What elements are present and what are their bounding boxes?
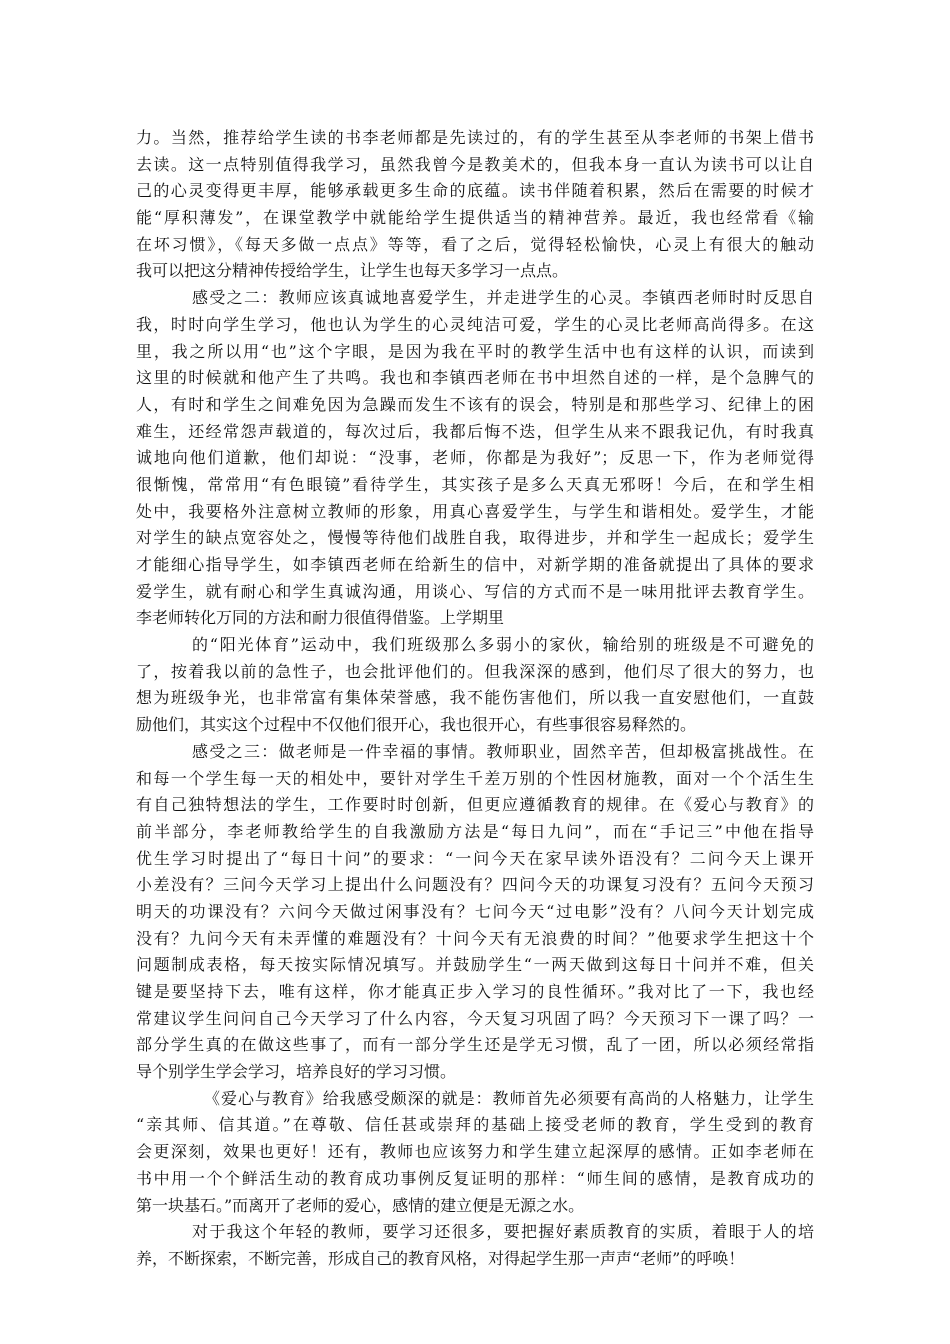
text-line: 想为班级争光，也非常富有集体荣誉感，我不能伤害他们，所以我一直安慰他们，一直鼓	[136, 688, 814, 708]
text-line: 励他们，其实这个过程中不仅他们很开心，我也很开心，有些事很容易释然的。	[136, 715, 697, 735]
text-line: 常建议学生问问自己今天学习了什么内容，今天复习巩固了吗？今天预习下一课了吗？一	[136, 1008, 814, 1028]
text-line: 去读。这一点特别值得我学习，虽然我曾今是教美术的，但我本身一直认为读书可以让自	[136, 154, 814, 174]
text-line: 对学生的缺点宽容处之，慢慢等待他们战胜自我，取得进步，并和学生一起成长；爱学生	[136, 528, 814, 548]
text-line: 键是要坚持下去，唯有这样，你才能真正步入学习的良性循环。”我对比了一下，我也经	[136, 982, 814, 1001]
text-line: 了，按着我以前的急性子，也会批评他们的。但我深深的感到，他们尽了很大的努力，也	[136, 661, 814, 681]
text-line: 优生学习时提出了“每日十问”的要求：“一问今天在家早读外语没有？二问今天上课开	[136, 848, 814, 868]
text-line: 爱学生，就有耐心和学生真诚沟通，用谈心、写信的方式而不是一味用批评去教育学生。	[136, 581, 814, 601]
text-line: “亲其师、信其道。”在尊敬、信任甚或崇拜的基础上接受老师的教育，学生受到的教育	[136, 1115, 814, 1135]
text-line: 这里的时候就和他产生了共鸣。我也和李镇西老师在书中坦然自述的一样，是个急脾气的	[136, 368, 814, 388]
text-line: 感受之三：做老师是一件幸福的事情。教师职业，固然辛苦，但却极富挑战性。在	[192, 741, 814, 761]
text-line: 养，不断探索，不断完善，形成自己的教育风格，对得起学生那一声声“老师”的呼唤！	[136, 1248, 745, 1268]
text-line: 会更深刻，效果也更好！还有，教师也应该努力和学生建立起深厚的感情。正如李老师在	[136, 1142, 814, 1162]
text-line: 我，时时向学生学习，他也认为学生的心灵纯洁可爱，学生的心灵比老师高尚得多。在这	[136, 314, 814, 334]
text-line: 李老师转化万同的方法和耐力很值得借鉴。上学期里	[136, 608, 505, 628]
text-line: 很惭愧，常常用“有色眼镜”看待学生，其实孩子是多么天真无邪呀！今后，在和学生相	[136, 474, 814, 494]
text-line: 能“厚积薄发”，在课堂教学中就能给学生提供适当的精神营养。最近，我也经常看《输	[136, 208, 814, 228]
text-line: 里，我之所以用“也”这个字眼，是因为我在平时的教学生活中也有这样的认识，而读到	[136, 341, 814, 361]
text-line: 导个别学生学会学习，培养良好的学习习惯。	[136, 1062, 457, 1082]
text-line: 对于我这个年轻的教师，要学习还很多，要把握好素质教育的实质，着眼于人的培	[192, 1222, 814, 1242]
text-line: 《爱心与教育》给我感受颇深的就是：教师首先必须要有高尚的人格魅力，让学生	[204, 1088, 814, 1108]
text-line: 处中，我要格外注意树立教师的形象，用真心喜爱学生，与学生和谐相处。爱学生，才能	[136, 501, 814, 521]
text-line: 人，有时和学生之间难免因为急躁而发生不该有的误会，特别是和那些学习、纪律上的困	[136, 394, 814, 414]
text-line: 在坏习惯》，《每天多做一点点》等等，看了之后，觉得轻松愉快，心灵上有很大的触动	[136, 234, 814, 254]
text-line: 问题制成表格，每天按实际情况填写。并鼓励学生“一两天做到这每日十问并不难，但关	[136, 955, 814, 975]
text-line: 感受之二：教师应该真诚地喜爱学生，并走进学生的心灵。李镇西老师时时反思自	[192, 288, 814, 308]
text-line: 明天的功课没有？六问今天做过闲事没有？七问今天“过电影”没有？八问今天计划完成	[136, 901, 814, 921]
text-line: 小差没有？三问今天学习上提出什么问题没有？四问今天的功课复习没有？五问今天预习	[136, 875, 814, 895]
text-line: 部分学生真的在做这些事了，而有一部分学生还是学无习惯，乱了一团，所以必须经常指	[136, 1035, 814, 1055]
text-line: 有自己独特想法的学生，工作要时时创新，但更应遵循教育的规律。在《爱心与教育》的	[136, 795, 814, 815]
text-line: 的“阳光体育”运动中，我们班级那么多弱小的家伙，输给别的班级是不可避免的	[192, 635, 814, 655]
text-line: 第一块基石。”而离开了老师的爱心，感情的建立便是无源之水。	[136, 1195, 585, 1215]
document-body	[136, 125, 814, 1273]
text-line: 力。当然，推荐给学生读的书李老师都是先读过的，有的学生甚至从李老师的书架上借书	[136, 128, 814, 147]
text-line: 没有？九问今天有未弄懂的难题没有？十问今天有无浪费的时间？”他要求学生把这十个	[136, 928, 814, 948]
text-line: 才能细心指导学生，如李镇西老师在给新生的信中，对新学期的准备就提出了具体的要求	[136, 555, 814, 574]
text-line: 前半部分，李老师教给学生的自我激励方法是“每日九问”，而在“手记三”中他在指导	[136, 821, 814, 841]
text-line: 己的心灵变得更丰厚，能够承载更多生命的底蕴。读书伴随着积累，然后在需要的时候才	[136, 181, 814, 201]
text-line: 书中用一个个鲜活生动的教育成功事例反复证明的那样：“师生间的感情，是教育成功的	[136, 1168, 814, 1188]
text-line: 难生，还经常怨声载道的，每次过后，我都后悔不迭，但学生从来不跟我记仇，有时我真	[136, 421, 814, 441]
text-line: 我可以把这分精神传授给学生，让学生也每天多学习一点点。	[136, 261, 569, 281]
text-line: 诚地向他们道歉，他们却说：“没事，老师，你都是为我好”；反思一下，作为老师觉得	[136, 448, 814, 468]
text-line: 和每一个学生每一天的相处中，要针对学生千差万别的个性因材施教，面对一个个活生生	[136, 768, 814, 788]
